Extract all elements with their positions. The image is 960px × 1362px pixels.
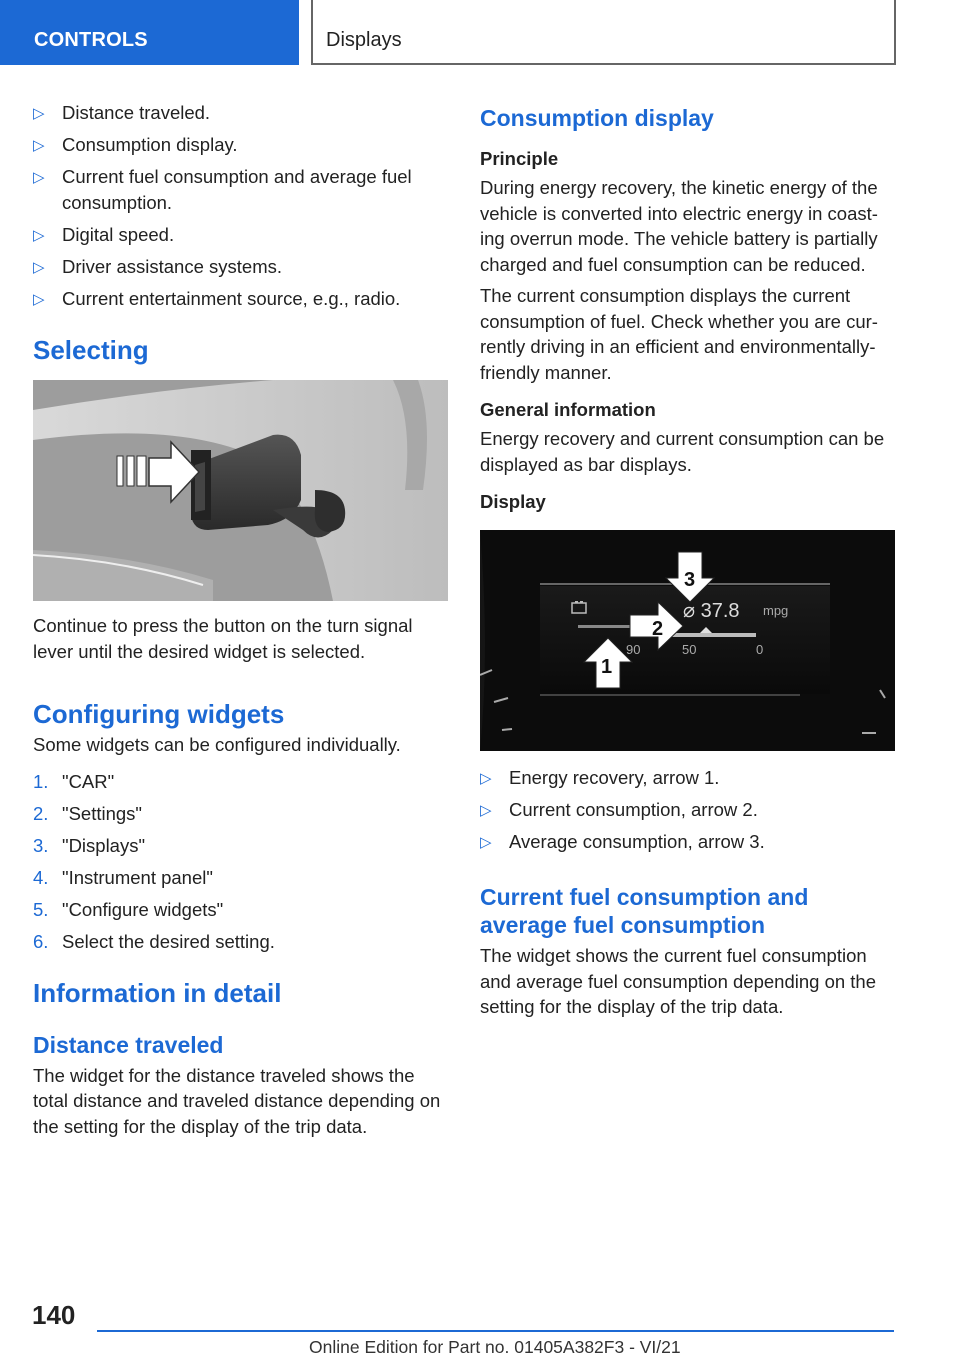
arrow-3-label: 3	[684, 569, 696, 591]
turn-signal-lever-illustration	[33, 380, 448, 601]
scale-label-90: 90	[626, 642, 641, 657]
triangle-bullet-icon: ▷	[33, 169, 45, 186]
display-label: Display	[480, 491, 546, 512]
principle-text-2: The current consumption displays the current consumption of fuel. Check whether you are currently driving in an efficient and environmentally-friendly manner.	[480, 285, 878, 383]
chapter-tab	[311, 0, 896, 65]
list-item: 2. "Settings"	[33, 802, 142, 824]
list-item: ▷ Current consumption, arrow 2.	[480, 797, 896, 823]
triangle-bullet-icon: ▷	[33, 227, 45, 244]
section-title: CONTROLS	[34, 29, 148, 51]
list-item: 5. "Configure widgets"	[33, 898, 224, 920]
display-legend-list	[480, 765, 896, 855]
chapter-title: Displays	[326, 29, 402, 51]
selecting-heading: Selecting	[33, 335, 149, 365]
triangle-bullet-icon: ▷	[480, 802, 492, 819]
information-heading: Information in detail	[33, 977, 282, 1008]
distance-text: The widget for the distance traveled shows the total distance and traveled distance depending on the setting for the display of the trip data.	[33, 1064, 441, 1137]
configuring-steps	[33, 769, 449, 955]
principle-label: Principle	[480, 148, 559, 169]
selecting-text: Continue to press the button on the turn signal lever until the desired widget is selected.	[33, 615, 413, 662]
scale-label-50: 50	[682, 642, 697, 657]
section-tab	[0, 0, 299, 65]
list-item: ▷ Energy recovery, arrow 1.	[480, 765, 896, 791]
footer-divider	[97, 1330, 894, 1332]
list-item: ▷ Current entertainment source, e.g., radio.	[33, 286, 449, 312]
fuel-consumption-text: The widget shows the current fuel consumption and average fuel consumption depending on the setting for the display of the trip data.	[480, 945, 876, 1017]
list-item: 6. Select the desired setting.	[33, 930, 275, 952]
list-item: ▷ Current fuel consumption and average fuel consumption.	[33, 166, 412, 213]
distance-heading: Distance traveled	[33, 1031, 224, 1058]
consumption-unit: mpg	[763, 603, 789, 618]
list-item: ▷ Consumption display.	[33, 132, 449, 158]
fuel-consumption-heading: Current fuel consumption and average fuel consumption	[480, 884, 809, 938]
configuring-text: Some widgets can be configured individually.	[33, 734, 401, 755]
triangle-bullet-icon: ▷	[480, 834, 492, 851]
average-consumption-value: ⌀ 37.8	[683, 600, 740, 622]
triangle-bullet-icon: ▷	[33, 137, 45, 154]
right-column	[480, 100, 896, 1020]
principle-text: During energy recovery, the kinetic energy of the vehicle is converted into electric energy in coasting overrun mode. The vehicle battery is partially charged and fuel consumption can be reduced.	[480, 177, 878, 275]
general-text: Energy recovery and current consumption can be displayed as bar displays.	[480, 428, 885, 475]
triangle-bullet-icon: ▷	[33, 105, 45, 122]
configuring-heading: Configuring widgets	[33, 699, 285, 729]
consumption-display-illustration	[480, 530, 895, 751]
general-label: General information	[480, 399, 656, 420]
widget-list	[33, 100, 449, 312]
footer-edition: Online Edition for Part no. 01405A382F3 - VI/21	[309, 1337, 681, 1357]
consumption-heading: Consumption display	[480, 105, 714, 131]
page-number: 140	[32, 1300, 76, 1330]
list-item: ▷ Distance traveled.	[33, 100, 449, 126]
scale-label-0: 0	[756, 642, 764, 657]
arrow-1-label: 1	[601, 656, 613, 678]
list-item: 1. "CAR"	[33, 770, 115, 792]
arrow-2-label: 2	[652, 618, 664, 640]
list-item: 3. "Displays"	[33, 834, 146, 856]
list-item: ▷ Average consumption, arrow 3.	[480, 829, 896, 855]
triangle-bullet-icon: ▷	[480, 770, 492, 787]
triangle-bullet-icon: ▷	[33, 291, 45, 308]
list-item: ▷ Digital speed.	[33, 222, 449, 248]
left-column	[33, 100, 449, 1139]
list-item: 4. "Instrument panel"	[33, 866, 213, 888]
list-item: ▷ Driver assistance systems.	[33, 254, 449, 280]
triangle-bullet-icon: ▷	[33, 259, 45, 276]
